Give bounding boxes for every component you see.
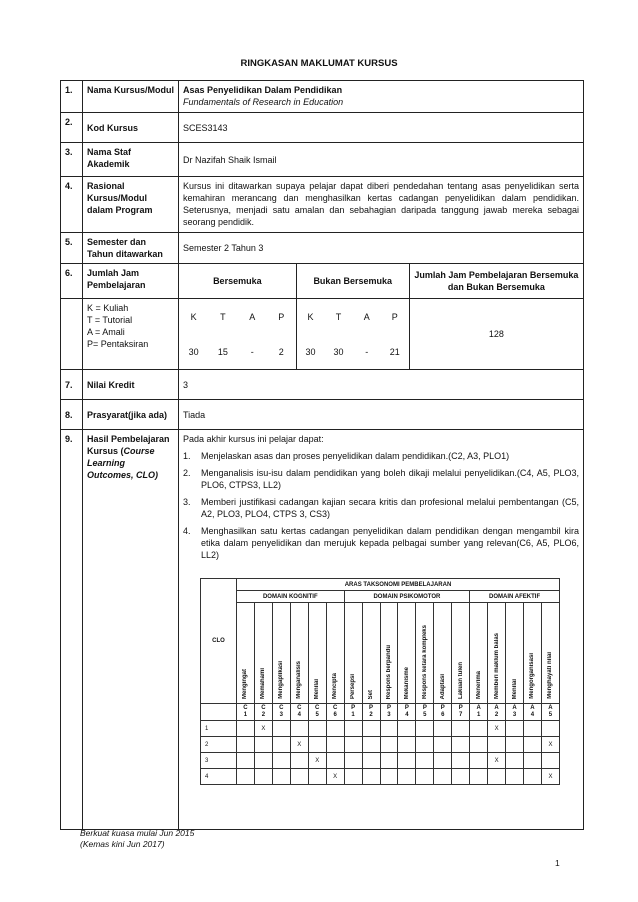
- taxonomy-cell: [398, 753, 416, 769]
- credit-value: 3: [179, 370, 584, 400]
- row-number: 5.: [61, 233, 83, 264]
- code-letter: C: [297, 705, 302, 711]
- code-letter: P: [458, 705, 463, 711]
- taxonomy-cell: [541, 721, 559, 737]
- legend-pentaksiran: P= Pentaksiran: [87, 339, 149, 349]
- taxonomy-level-label: Memahami: [260, 667, 267, 699]
- list-item: [183, 525, 579, 561]
- taxonomy-level: [290, 603, 308, 704]
- taxonomy-cell: [326, 721, 344, 737]
- taxonomy-cell: [434, 737, 452, 753]
- row-label: Nilai Kredit: [83, 370, 179, 400]
- footer-note: [80, 828, 194, 850]
- code-letter: P: [369, 705, 374, 711]
- taxonomy-cell: [452, 753, 470, 769]
- taxonomy-cell: [380, 737, 398, 753]
- taxonomy-cell: [434, 769, 452, 785]
- row-course-code: [61, 113, 584, 143]
- taxonomy-table: [200, 578, 560, 785]
- bersemuka-header: Bersemuka: [213, 276, 262, 286]
- taxonomy-level: [524, 603, 542, 704]
- taxonomy-level: [434, 603, 452, 704]
- taxonomy-code: [237, 704, 255, 721]
- taxonomy-cell: [506, 753, 524, 769]
- domain-cognitive: DOMAIN KOGNITIF: [237, 591, 345, 603]
- taxonomy-cell: [344, 721, 362, 737]
- code-number: 1: [351, 712, 355, 718]
- taxonomy-cell: [362, 737, 380, 753]
- taxonomy-cell: X: [326, 769, 344, 785]
- row-number: 9.: [61, 430, 83, 830]
- taxonomy-cell: [416, 737, 434, 753]
- taxonomy-cell: [290, 721, 308, 737]
- code-letter: P: [351, 705, 356, 711]
- taxonomy-cell: [524, 737, 542, 753]
- code-letter: P: [386, 705, 391, 711]
- item-text: Memberi justifikasi cadangan kajian secara kritis dan profesional melalui pembentangan (C5, A2, PLO3, PLO4, CTPS 3, CS3): [201, 497, 579, 519]
- row-label: Prasyarat(jika ada): [83, 400, 179, 430]
- row-rationale: [61, 177, 584, 233]
- taxonomy-cell: [541, 753, 559, 769]
- taxonomy-cell: X: [488, 753, 506, 769]
- row-course-name: [61, 81, 584, 113]
- row-label: [83, 430, 179, 830]
- hours-value: 30: [188, 346, 199, 357]
- taxonomy-cell: [272, 753, 290, 769]
- row-label: Jumlah Jam Pembelajaran: [83, 264, 179, 299]
- hours-value: -: [365, 346, 369, 357]
- code-letter: P: [440, 705, 445, 711]
- hours-value: 30: [333, 346, 344, 357]
- code-number: 2: [261, 712, 266, 718]
- taxonomy-cell: X: [254, 721, 272, 737]
- taxonomy-level: [541, 603, 559, 704]
- hours-code: K: [296, 299, 324, 334]
- taxonomy-cell: [470, 721, 488, 737]
- taxonomy-level: [237, 603, 255, 704]
- taxonomy-cell: [272, 721, 290, 737]
- list-item: [183, 496, 579, 520]
- taxonomy-cell: X: [308, 753, 326, 769]
- taxonomy-cell: [308, 721, 326, 737]
- taxonomy-level-label: Mencipta: [332, 672, 339, 699]
- code-letter: P: [404, 705, 409, 711]
- item-number: 2.: [183, 468, 191, 478]
- code-letter: A: [530, 705, 535, 711]
- code-number: 7: [459, 712, 463, 718]
- taxonomy-cell: [237, 721, 255, 737]
- taxonomy-level: [254, 603, 272, 704]
- code-letter: C: [332, 705, 338, 711]
- taxonomy-cell: [380, 753, 398, 769]
- taxonomy-level-label: Mengingat: [242, 669, 249, 699]
- taxonomy-level-label: Mengaplikasi: [278, 661, 285, 699]
- legend-tutorial: T = Tutorial: [87, 315, 133, 325]
- code-number: 5: [315, 712, 319, 718]
- taxonomy-level: [326, 603, 344, 704]
- taxonomy-cell: [434, 753, 452, 769]
- taxonomy-cell: [398, 769, 416, 785]
- taxonomy-cell: X: [488, 721, 506, 737]
- semester-value: Semester 2 Tahun 3: [179, 233, 584, 264]
- taxonomy-cell: [488, 737, 506, 753]
- taxonomy-code: [380, 704, 398, 721]
- row-number: 7.: [61, 370, 83, 400]
- empty-cell: [201, 704, 237, 721]
- list-item: [183, 467, 579, 491]
- taxonomy-cell: [524, 769, 542, 785]
- table-row: [201, 737, 560, 753]
- taxonomy-level-label: Menilai: [511, 678, 518, 699]
- hours-code: T: [335, 311, 342, 322]
- item-text: Menghasilkan satu kertas cadangan penyelidikan dalam pendidikan dengan mengambil kira etika dalam penyelidikan dan merujuk kepada pelbagai sumber yang relevan(C6, A5, PLO6, LL2): [201, 526, 579, 560]
- taxonomy-level: [362, 603, 380, 704]
- table-row: [201, 753, 560, 769]
- taxonomy-level-label: Lakuan tulen: [457, 661, 464, 699]
- list-item: [183, 450, 579, 462]
- taxonomy-code: [506, 704, 524, 721]
- course-name-malay: Asas Penyelidikan Dalam Pendidikan: [183, 85, 343, 95]
- code-number: 6: [333, 712, 337, 718]
- code-number: 4: [297, 712, 301, 718]
- code-letter: A: [512, 705, 517, 711]
- code-number: 1: [476, 712, 481, 718]
- hours-value: 2: [278, 346, 284, 357]
- taxonomy-cell: [452, 721, 470, 737]
- taxonomy-cell: [344, 769, 362, 785]
- taxonomy-code: [308, 704, 326, 721]
- clo-header: CLO: [201, 579, 237, 704]
- row-label: Nama Staf Akademik: [83, 143, 179, 177]
- row-number: 3.: [61, 143, 83, 177]
- domain-psychomotor: DOMAIN PSIKOMOTOR: [344, 591, 470, 603]
- hours-value: 21: [389, 346, 400, 357]
- taxonomy-cell: X: [541, 769, 559, 785]
- item-text: Menjelaskan asas dan proses penyelidikan dalam pendidikan.(C2, A3, PLO1): [201, 451, 510, 461]
- row-number: 6.: [61, 264, 83, 299]
- code-letter: C: [261, 705, 266, 711]
- course-code-value: SCES3143: [179, 113, 584, 143]
- taxonomy-level-label: Menganalisis: [296, 661, 303, 699]
- taxonomy-cell: [452, 737, 470, 753]
- taxonomy-cell: [290, 769, 308, 785]
- item-text: Menganalisis isu-isu dalam pendidikan yang boleh dikaji melalui penyelidikan.(C4, A5, PLO3, PLO6, CTPS3, LL2): [201, 468, 579, 490]
- taxonomy-level-label: Mekanisme: [403, 666, 410, 699]
- taxonomy-cell: [398, 737, 416, 753]
- code-number: 2: [369, 712, 373, 718]
- taxonomy-code: [254, 704, 272, 721]
- taxonomy-cell: [326, 753, 344, 769]
- hours-code: T: [220, 311, 226, 322]
- hours-value: 15: [217, 346, 228, 357]
- taxonomy-cell: [416, 753, 434, 769]
- taxonomy-cell: [308, 737, 326, 753]
- code-letter: A: [548, 705, 553, 711]
- taxonomy-cell: [470, 737, 488, 753]
- row-prerequisite: [61, 400, 584, 430]
- row-number: 8.: [61, 400, 83, 430]
- total-hours-value: 128: [409, 299, 583, 369]
- hours-code: A: [363, 311, 370, 322]
- taxonomy-level: [272, 603, 290, 704]
- taxonomy-level: [416, 603, 434, 704]
- hours-detail-table: [179, 299, 583, 369]
- hours-header-table: [179, 264, 583, 298]
- total-hours-header: Jumlah Jam Pembelajaran Bersemuka dan Bukan Bersemuka: [409, 264, 583, 298]
- taxonomy-cell: [344, 753, 362, 769]
- legend-amali: A = Amali: [87, 327, 125, 337]
- code-letter: P: [422, 705, 427, 711]
- item-number: 1.: [183, 451, 191, 461]
- taxonomy-code: [452, 704, 470, 721]
- taxonomy-cell: [470, 753, 488, 769]
- academic-staff-value: Dr Nazifah Shaik Ismail: [179, 143, 584, 177]
- code-number: 6: [441, 712, 445, 718]
- code-number: 3: [279, 712, 284, 718]
- code-letter: C: [315, 705, 320, 711]
- table-row: [201, 721, 560, 737]
- hours-detail-cell: [179, 299, 584, 370]
- domain-affective: DOMAIN AFEKTIF: [470, 591, 560, 603]
- clo-label-italic: Course Learning Outcomes, CLO): [87, 446, 159, 480]
- taxonomy-code: [398, 704, 416, 721]
- hours-value: 30: [296, 334, 324, 369]
- clo-number: 2: [201, 737, 237, 753]
- document-title: RINGKASAN MAKLUMAT KURSUS: [240, 58, 398, 69]
- taxonomy-level-label: Set: [368, 689, 375, 699]
- taxonomy-cell: [380, 721, 398, 737]
- taxonomy-level-label: Respons ketara kompleks: [421, 624, 428, 699]
- empty-cell: [61, 299, 83, 370]
- taxonomy-title: ARAS TAKSONOMI PEMBELAJARAN: [237, 579, 560, 591]
- taxonomy-level-label: Menghayati nilai: [547, 652, 554, 699]
- taxonomy-cell: [272, 769, 290, 785]
- clo-number: 1: [201, 721, 237, 737]
- taxonomy-code: [524, 704, 542, 721]
- taxonomy-level: [488, 603, 506, 704]
- taxonomy-cell: [254, 753, 272, 769]
- code-letter: C: [279, 705, 284, 711]
- clo-list: [183, 450, 579, 561]
- item-number: 3.: [183, 497, 191, 507]
- taxonomy-code: [272, 704, 290, 721]
- taxonomy-level: [398, 603, 416, 704]
- taxonomy-cell: [506, 721, 524, 737]
- taxonomy-level-label: Memberi maklum balas: [493, 632, 500, 699]
- taxonomy-level-label: Persepsi: [350, 673, 357, 699]
- row-number: 2.: [61, 113, 83, 143]
- taxonomy-level: [470, 603, 488, 704]
- code-number: 2: [494, 712, 499, 718]
- taxonomy-cell: [416, 721, 434, 737]
- taxonomy-cell: [506, 737, 524, 753]
- taxonomy-cell: [434, 721, 452, 737]
- rationale-value: Kursus ini ditawarkan supaya pelajar dapat diberi pendedahan tentang asas penyelidikan serta kemahiran merancang dan menghasilkan kertas cadangan penyelidikan dalam pendidikan. Seterusnya, menjadi satu amalan dan sebahagian daripada tanggung jawab mereka sebagai seorang pendidik.: [179, 177, 584, 233]
- taxonomy-cell: [254, 769, 272, 785]
- code-number: 1: [243, 712, 248, 718]
- bukan-bersemuka-header: Bukan Bersemuka: [296, 264, 409, 298]
- item-number: 4.: [183, 526, 191, 536]
- prerequisite-value: Tiada: [179, 400, 584, 430]
- code-number: 3: [387, 712, 391, 718]
- update-date: (Kemas kini Jun 2017): [80, 839, 165, 849]
- taxonomy-cell: [344, 737, 362, 753]
- taxonomy-level-label: Menerima: [475, 670, 482, 699]
- taxonomy-cell: [237, 769, 255, 785]
- clo-label: Hasil Pembelajaran Kursus (: [87, 434, 170, 456]
- taxonomy-code: [541, 704, 559, 721]
- taxonomy-cell: [380, 769, 398, 785]
- taxonomy-level-label: Respons berpandu: [385, 644, 392, 699]
- row-credit: [61, 370, 584, 400]
- taxonomy-cell: [398, 721, 416, 737]
- taxonomy-level-label: Adaptasi: [439, 673, 446, 699]
- hours-header-cell: [179, 264, 584, 299]
- taxonomy-cell: [362, 721, 380, 737]
- taxonomy-cell: [362, 769, 380, 785]
- taxonomy-code: [344, 704, 362, 721]
- page-number: 1: [555, 858, 560, 868]
- row-label: Semester dan Tahun ditawarkan: [83, 233, 179, 264]
- hours-code: P: [391, 311, 398, 322]
- hours-legend: [83, 299, 179, 370]
- taxonomy-level-label: Mengorganisasi: [529, 653, 536, 699]
- taxonomy-cell: [470, 769, 488, 785]
- legend-kuliah: K = Kuliah: [87, 303, 129, 313]
- clo-number: 4: [201, 769, 237, 785]
- taxonomy-cell: [237, 737, 255, 753]
- table-row: [201, 769, 560, 785]
- taxonomy-cell: [308, 769, 326, 785]
- row-learning-hours-header: [61, 264, 584, 299]
- taxonomy-cell: [237, 753, 255, 769]
- code-number: 3: [512, 712, 517, 718]
- taxonomy-code: [488, 704, 506, 721]
- taxonomy-level-label: Menilai: [314, 678, 321, 699]
- taxonomy-level: [308, 603, 326, 704]
- effective-date: Berkuat kuasa mulai Jun 2015: [80, 828, 195, 838]
- code-number: 5: [548, 712, 553, 718]
- code-number: 4: [405, 712, 409, 718]
- taxonomy-cell: [506, 769, 524, 785]
- taxonomy-cell: [362, 753, 380, 769]
- row-number: 4.: [61, 177, 83, 233]
- course-name-english: Fundamentals of Research in Education: [183, 97, 344, 107]
- clo-number: 3: [201, 753, 237, 769]
- taxonomy-cell: X: [290, 737, 308, 753]
- taxonomy-code: [416, 704, 434, 721]
- taxonomy-level: [506, 603, 524, 704]
- taxonomy-code: [434, 704, 452, 721]
- hours-code: K: [190, 311, 197, 322]
- taxonomy-code: [470, 704, 488, 721]
- row-label: Rasional Kursus/Modul dalam Program: [83, 177, 179, 233]
- row-value: [179, 81, 584, 113]
- code-letter: A: [494, 705, 499, 711]
- row-semester: [61, 233, 584, 264]
- taxonomy-cell: [290, 753, 308, 769]
- taxonomy-level: [452, 603, 470, 704]
- hours-code: P: [278, 311, 285, 322]
- taxonomy-cell: [326, 737, 344, 753]
- taxonomy-cell: [254, 737, 272, 753]
- taxonomy-code: [326, 704, 344, 721]
- taxonomy-cell: [488, 769, 506, 785]
- clo-intro: Pada akhir kursus ini pelajar dapat:: [183, 434, 324, 444]
- code-number: 5: [423, 712, 427, 718]
- hours-value: -: [250, 346, 254, 357]
- taxonomy-cell: [524, 721, 542, 737]
- taxonomy-code: [290, 704, 308, 721]
- row-academic-staff: [61, 143, 584, 177]
- code-letter: C: [243, 705, 248, 711]
- taxonomy-level: [344, 603, 362, 704]
- taxonomy-cell: [524, 753, 542, 769]
- taxonomy-level: [380, 603, 398, 704]
- taxonomy-cell: [416, 769, 434, 785]
- taxonomy-cell: [272, 737, 290, 753]
- code-number: 4: [530, 712, 535, 718]
- code-letter: A: [476, 705, 481, 711]
- row-label: Nama Kursus/Modul: [83, 81, 179, 113]
- hours-code: A: [249, 311, 256, 322]
- taxonomy-cell: [452, 769, 470, 785]
- row-number: 1.: [61, 81, 83, 113]
- row-learning-hours-detail: [61, 299, 584, 370]
- taxonomy-code: [362, 704, 380, 721]
- taxonomy-cell: X: [541, 737, 559, 753]
- row-label: Kod Kursus: [83, 113, 179, 143]
